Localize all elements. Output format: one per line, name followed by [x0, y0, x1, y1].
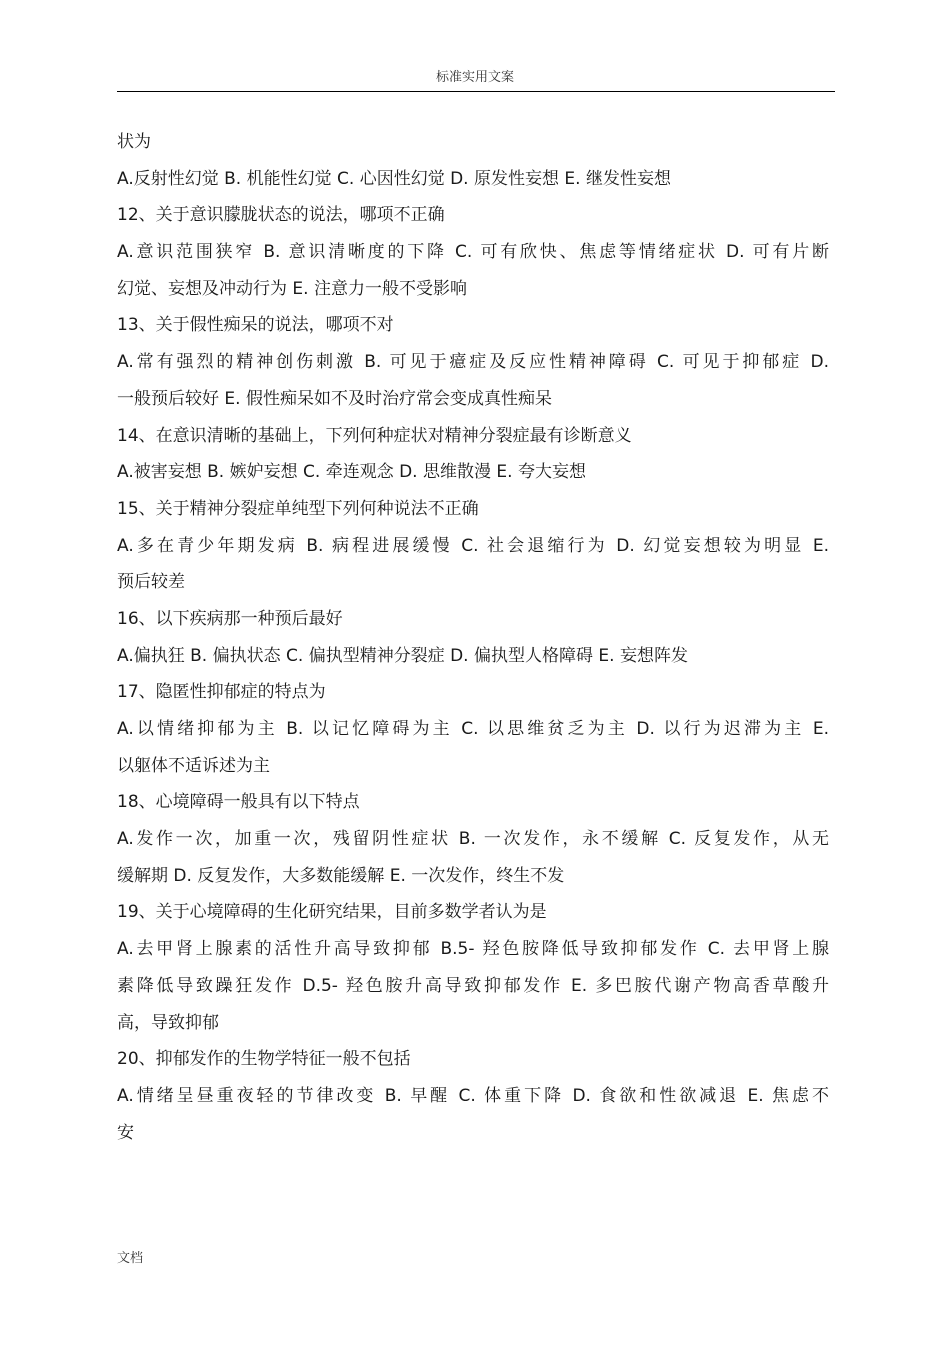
text-line: A.反射性幻觉 B. 机能性幻觉 C. 心因性幻觉 D. 原发性妄想 E. 继发性妄想 [117, 168, 671, 189]
text-line: 14、在意识清晰的基础上，下列何种症状对精神分裂症最有诊断意义 [117, 425, 632, 446]
page-header-title: 标准实用文案 [435, 70, 514, 85]
page-footer-label: 文档 [117, 1251, 144, 1266]
text-line: 19、关于心境障碍的生化研究结果，目前多数学者认为是 [117, 902, 547, 923]
text-line: A.情绪呈昼重夜轻的节律改变 B. 早醒 C. 体重下降 D. 食欲和性欲减退 E. 焦虑不 [117, 1085, 829, 1106]
text-line: 高，导致抑郁 [117, 1012, 219, 1033]
header-divider [117, 91, 835, 92]
text-line: 16、以下疾病那一种预后最好 [117, 608, 343, 629]
text-line: A.去甲肾上腺素的活性升高导致抑郁 B.5- 羟色胺降低导致抑郁发作 C. 去甲肾上腺 [117, 939, 829, 960]
text-line: 一般预后较好 E. 假性痴呆如不及时治疗常会变成真性痴呆 [117, 388, 552, 409]
text-line: 缓解期 D. 反复发作，大多数能缓解 E. 一次发作，终生不发 [117, 865, 565, 886]
text-line: 13、关于假性痴呆的说法，哪项不对 [117, 315, 394, 336]
text-line: A.偏执狂 B. 偏执状态 C. 偏执型精神分裂症 D. 偏执型人格障碍 E. 妄想阵发 [117, 645, 688, 666]
text-line: A.以情绪抑郁为主 B. 以记忆障碍为主 C. 以思维贫乏为主 D. 以行为迟滞为主 E. [117, 719, 829, 739]
text-line: A.被害妄想 B. 嫉妒妄想 C. 牵连观念 D. 思维散漫 E. 夸大妄想 [117, 462, 586, 483]
text-line: 以躯体不适诉述为主 [117, 755, 270, 776]
text-line: 18、心境障碍一般具有以下特点 [117, 792, 360, 813]
text-line: 20、抑郁发作的生物学特征一般不包括 [117, 1049, 411, 1070]
text-line: 15、关于精神分裂症单纯型下列何种说法不正确 [117, 498, 479, 519]
text-line: 状为 [117, 132, 151, 152]
text-line: 幻觉、妄想及冲动行为 E. 注意力一般不受影响 [117, 278, 467, 299]
text-line: 素降低导致躁狂发作 D.5- 羟色胺升高导致抑郁发作 E. 多巴胺代谢产物高香草酸升 [117, 975, 829, 996]
text-line: A.意识范围狭窄 B. 意识清晰度的下降 C. 可有欣快、焦虑等情绪症状 D. 可有片断 [117, 242, 829, 263]
text-line: 12、关于意识朦胧状态的说法，哪项不正确 [117, 205, 445, 226]
text-line: A.发作一次，加重一次，残留阴性症状 B. 一次发作，永不缓解 C. 反复发作，从无 [117, 829, 829, 850]
document-body [117, 124, 829, 1151]
text-line: 安 [117, 1122, 134, 1143]
text-line: A.多在青少年期发病 B. 病程进展缓慢 C. 社会退缩行为 D. 幻觉妄想较为明显 E. [117, 535, 829, 556]
text-line: 预后较差 [117, 572, 185, 593]
text-line: 17、隐匿性抑郁症的特点为 [117, 682, 326, 703]
text-line: A.常有强烈的精神创伤刺激 B. 可见于癔症及反应性精神障碍 C. 可见于抑郁症 D. [117, 352, 829, 373]
